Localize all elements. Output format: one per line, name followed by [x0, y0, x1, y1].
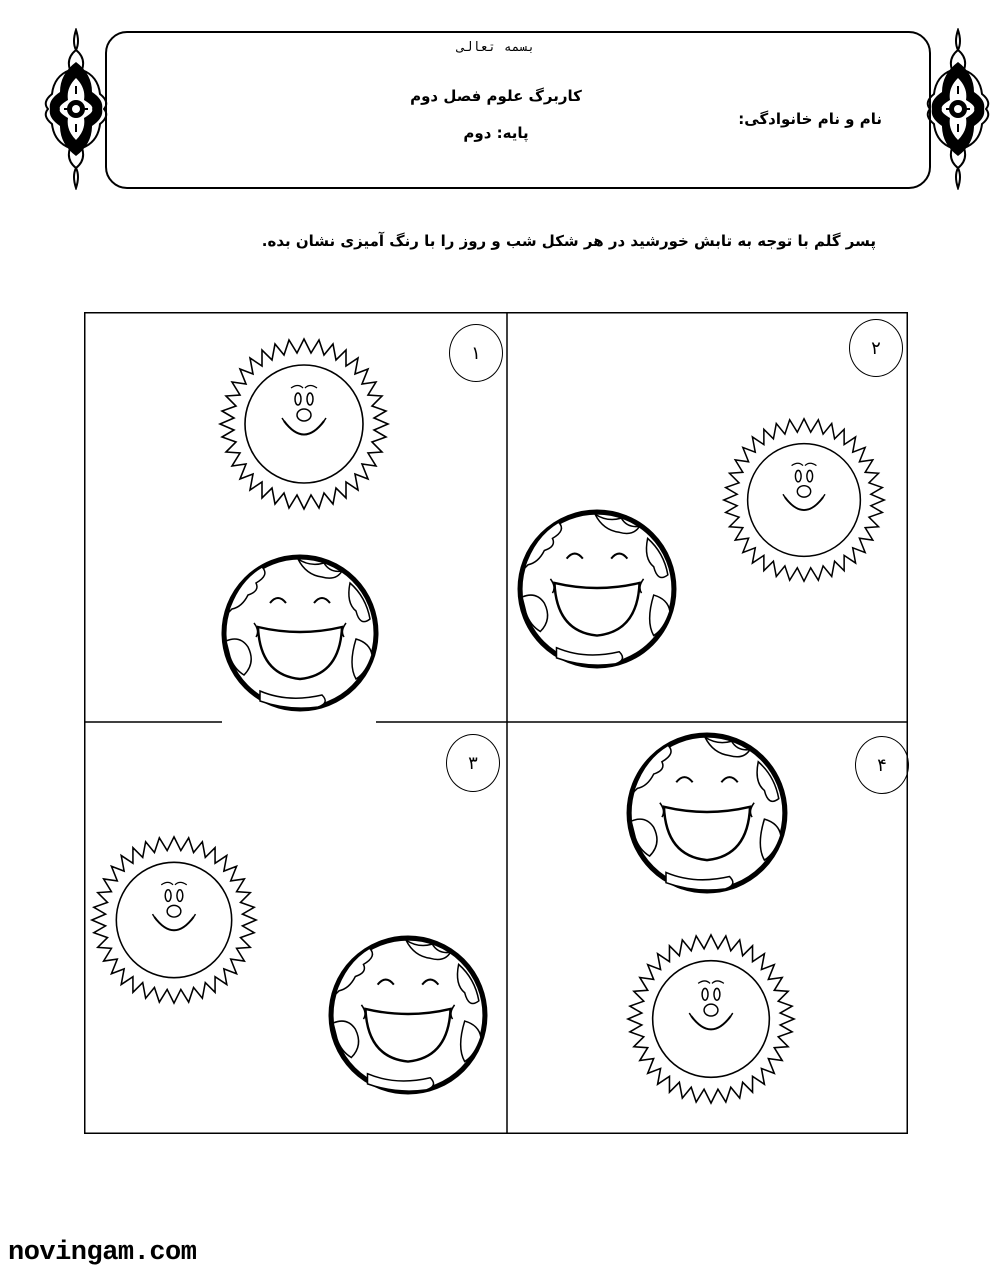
panel-1 [84, 312, 507, 722]
panel-number: ۲ [849, 319, 903, 377]
earth-icon [220, 553, 380, 713]
worksheet-title: کاربرگ علوم فصل دوم [410, 87, 582, 105]
panel-number: ۴ [855, 736, 909, 794]
earth-icon [516, 508, 678, 670]
panel-number: ۱ [449, 324, 503, 382]
name-field-label: نام و نام خانوادگی: [738, 110, 882, 128]
panel-3 [84, 722, 507, 1134]
instruction-text: پسر گلم با توجه به تابش خورشید در هر شکل شب و روز را با رنگ آمیزی نشان بده. [261, 232, 876, 250]
bismillah: بسمه تعالی [456, 40, 536, 55]
earth-icon [625, 731, 789, 895]
sun-icon [214, 334, 394, 514]
panel-4 [507, 722, 908, 1134]
footer-site[interactable]: novingam.com [8, 1238, 197, 1268]
panel-2 [507, 312, 908, 722]
panel-number: ۳ [446, 734, 500, 792]
earth-icon [327, 934, 489, 1096]
grade-label: پایه: دوم [463, 124, 529, 142]
sun-icon [718, 414, 890, 586]
sun-icon [622, 930, 800, 1108]
sun-icon [86, 832, 262, 1008]
activity-grid [84, 312, 908, 1134]
